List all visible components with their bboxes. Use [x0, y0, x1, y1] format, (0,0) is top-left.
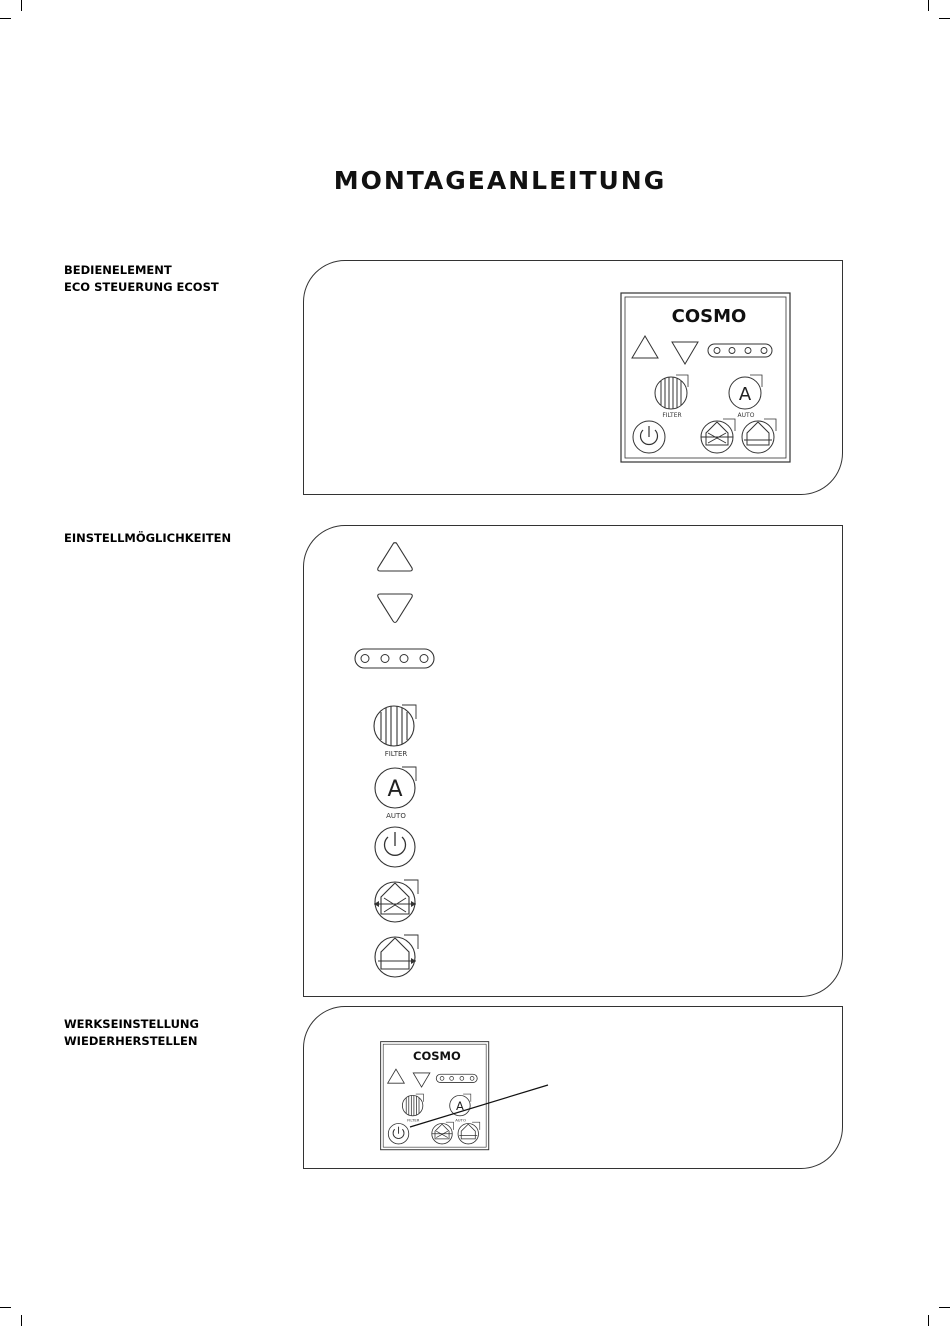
- crop-mark: [939, 1307, 950, 1308]
- filter-label: FILTER: [384, 750, 408, 758]
- section-label-line: EINSTELLMÖGLICHKEITEN: [64, 531, 232, 545]
- auto-label: AUTO: [386, 812, 406, 820]
- auto-icon: [370, 766, 422, 820]
- page-title: MONTAGEANLEITUNG: [333, 166, 667, 195]
- crop-mark: [0, 18, 11, 19]
- crop-mark: [0, 1307, 11, 1308]
- brand-logo: COSMO: [671, 306, 747, 327]
- level-indicator-icon: [354, 648, 436, 670]
- auto-letter: A: [456, 1099, 464, 1114]
- filter-icon: [370, 704, 422, 758]
- power-icon: [372, 825, 418, 869]
- crop-mark: [928, 1315, 929, 1326]
- leader-line: [400, 1080, 560, 1140]
- filter-label: FILTER: [662, 412, 682, 419]
- auto-label: AUTO: [737, 412, 755, 419]
- brand-logo: COSMO: [413, 1049, 461, 1064]
- arrow-down-icon: [374, 591, 416, 625]
- section-label-bedienelement: [64, 262, 219, 296]
- filter-label: FILTER: [407, 1117, 420, 1123]
- arrow-up-icon: [374, 540, 416, 574]
- auto-letter: A: [387, 777, 403, 802]
- section-label-line: WIEDERHERSTELLEN: [64, 1034, 198, 1048]
- crop-mark: [939, 18, 950, 19]
- auto-letter: A: [738, 384, 752, 405]
- section-label-werkseinstellung: [64, 1016, 199, 1050]
- crop-mark: [21, 1315, 22, 1326]
- section-label-line: ECO STEUERUNG ECOST: [64, 280, 219, 294]
- control-panel-device: [620, 292, 792, 464]
- crop-mark: [21, 0, 22, 11]
- heat-recovery-icon: [370, 878, 422, 924]
- crop-mark: [928, 0, 929, 11]
- section-label-line: WERKSEINSTELLUNG: [64, 1017, 199, 1031]
- section-label-line: BEDIENELEMENT: [64, 263, 172, 277]
- section-label-einstellmoeglichkeiten: [64, 530, 231, 547]
- ventilation-icon: [370, 933, 422, 979]
- auto-label: AUTO: [455, 1117, 466, 1123]
